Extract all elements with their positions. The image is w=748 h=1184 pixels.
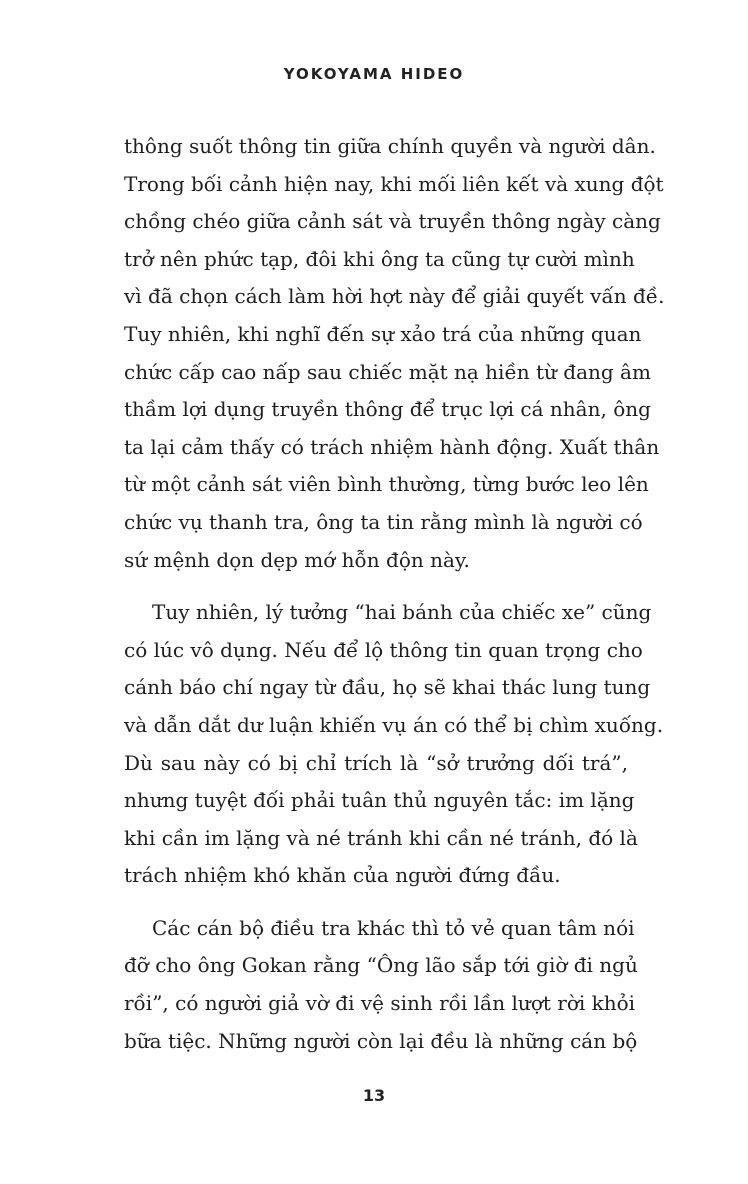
text-line: thông suốt thông tin giữa chính quyền và người dân.	[124, 134, 656, 158]
text-line: chức cấp cao nấp sau chiếc mặt nạ hiền từ đang âm	[124, 359, 651, 384]
text-line: và dẫn dắt dư luận khiến vụ án có thể bị chìm xuống.	[124, 712, 664, 737]
text-line: chồng chéo giữa cảnh sát và truyền thông ngày càng	[124, 209, 661, 234]
text-line: nhưng tuyệt đối phải tuân thủ nguyên tắc: im lặng	[124, 788, 635, 813]
text-line: có lúc vô dụng. Nếu để lộ thông tin quan trọng cho	[124, 637, 643, 662]
text-line: Các cán bộ điều tra khác thì tỏ vẻ quan tâm nói	[152, 915, 635, 940]
text-line: trách nhiệm khó khăn của người đứng đầu.	[124, 863, 561, 888]
page-number: 13	[362, 1086, 386, 1105]
body-text	[124, 128, 665, 1060]
text-line: ta lại cảm thấy có trách nhiệm hành động. Xuất thân	[124, 434, 660, 459]
text-line: trở nên phức tạp, đôi khi ông ta cũng tự cười mình	[124, 246, 635, 271]
text-line: khi cần im lặng và né tránh khi cần né tránh, đó là	[124, 825, 638, 850]
text-line: rồi”, có người giả vờ đi vệ sinh rồi lần lượt rời khỏi	[124, 991, 636, 1016]
text-line: Dù sau này có bị chỉ trích là “sở trưởng dối trá”,	[124, 750, 628, 775]
paragraph	[124, 128, 665, 579]
text-line: cánh báo chí ngay từ đầu, họ sẽ khai thác lung tung	[124, 675, 651, 700]
text-line: thầm lợi dụng truyền thông để trục lợi cá nhân, ông	[124, 397, 651, 422]
text-line: Tuy nhiên, khi nghĩ đến sự xảo trá của những quan	[124, 321, 642, 346]
text-line: Trong bối cảnh hiện nay, khi mối liên kết và xung đột	[124, 171, 664, 196]
paragraph	[124, 594, 664, 895]
text-line: bữa tiệc. Những người còn lại đều là những cán bộ	[124, 1028, 638, 1053]
text-line: Tuy nhiên, lý tưởng “hai bánh của chiếc xe” cũng	[152, 600, 652, 625]
text-line: chức vụ thanh tra, ông ta tin rằng mình là người có	[124, 509, 643, 534]
paragraph	[124, 910, 638, 1060]
text-line: sứ mệnh dọn dẹp mớ hỗn độn này.	[124, 547, 470, 572]
running-header: YOKOYAMA HIDEO	[283, 65, 465, 83]
text-line: vì đã chọn cách làm hời hợt này để giải quyết vấn đề.	[124, 284, 665, 309]
text-line: từ một cảnh sát viên bình thường, từng bước leo lên	[124, 472, 649, 497]
text-line: đỡ cho ông Gokan rằng “Ông lão sắp tới giờ đi ngủ	[124, 953, 638, 978]
